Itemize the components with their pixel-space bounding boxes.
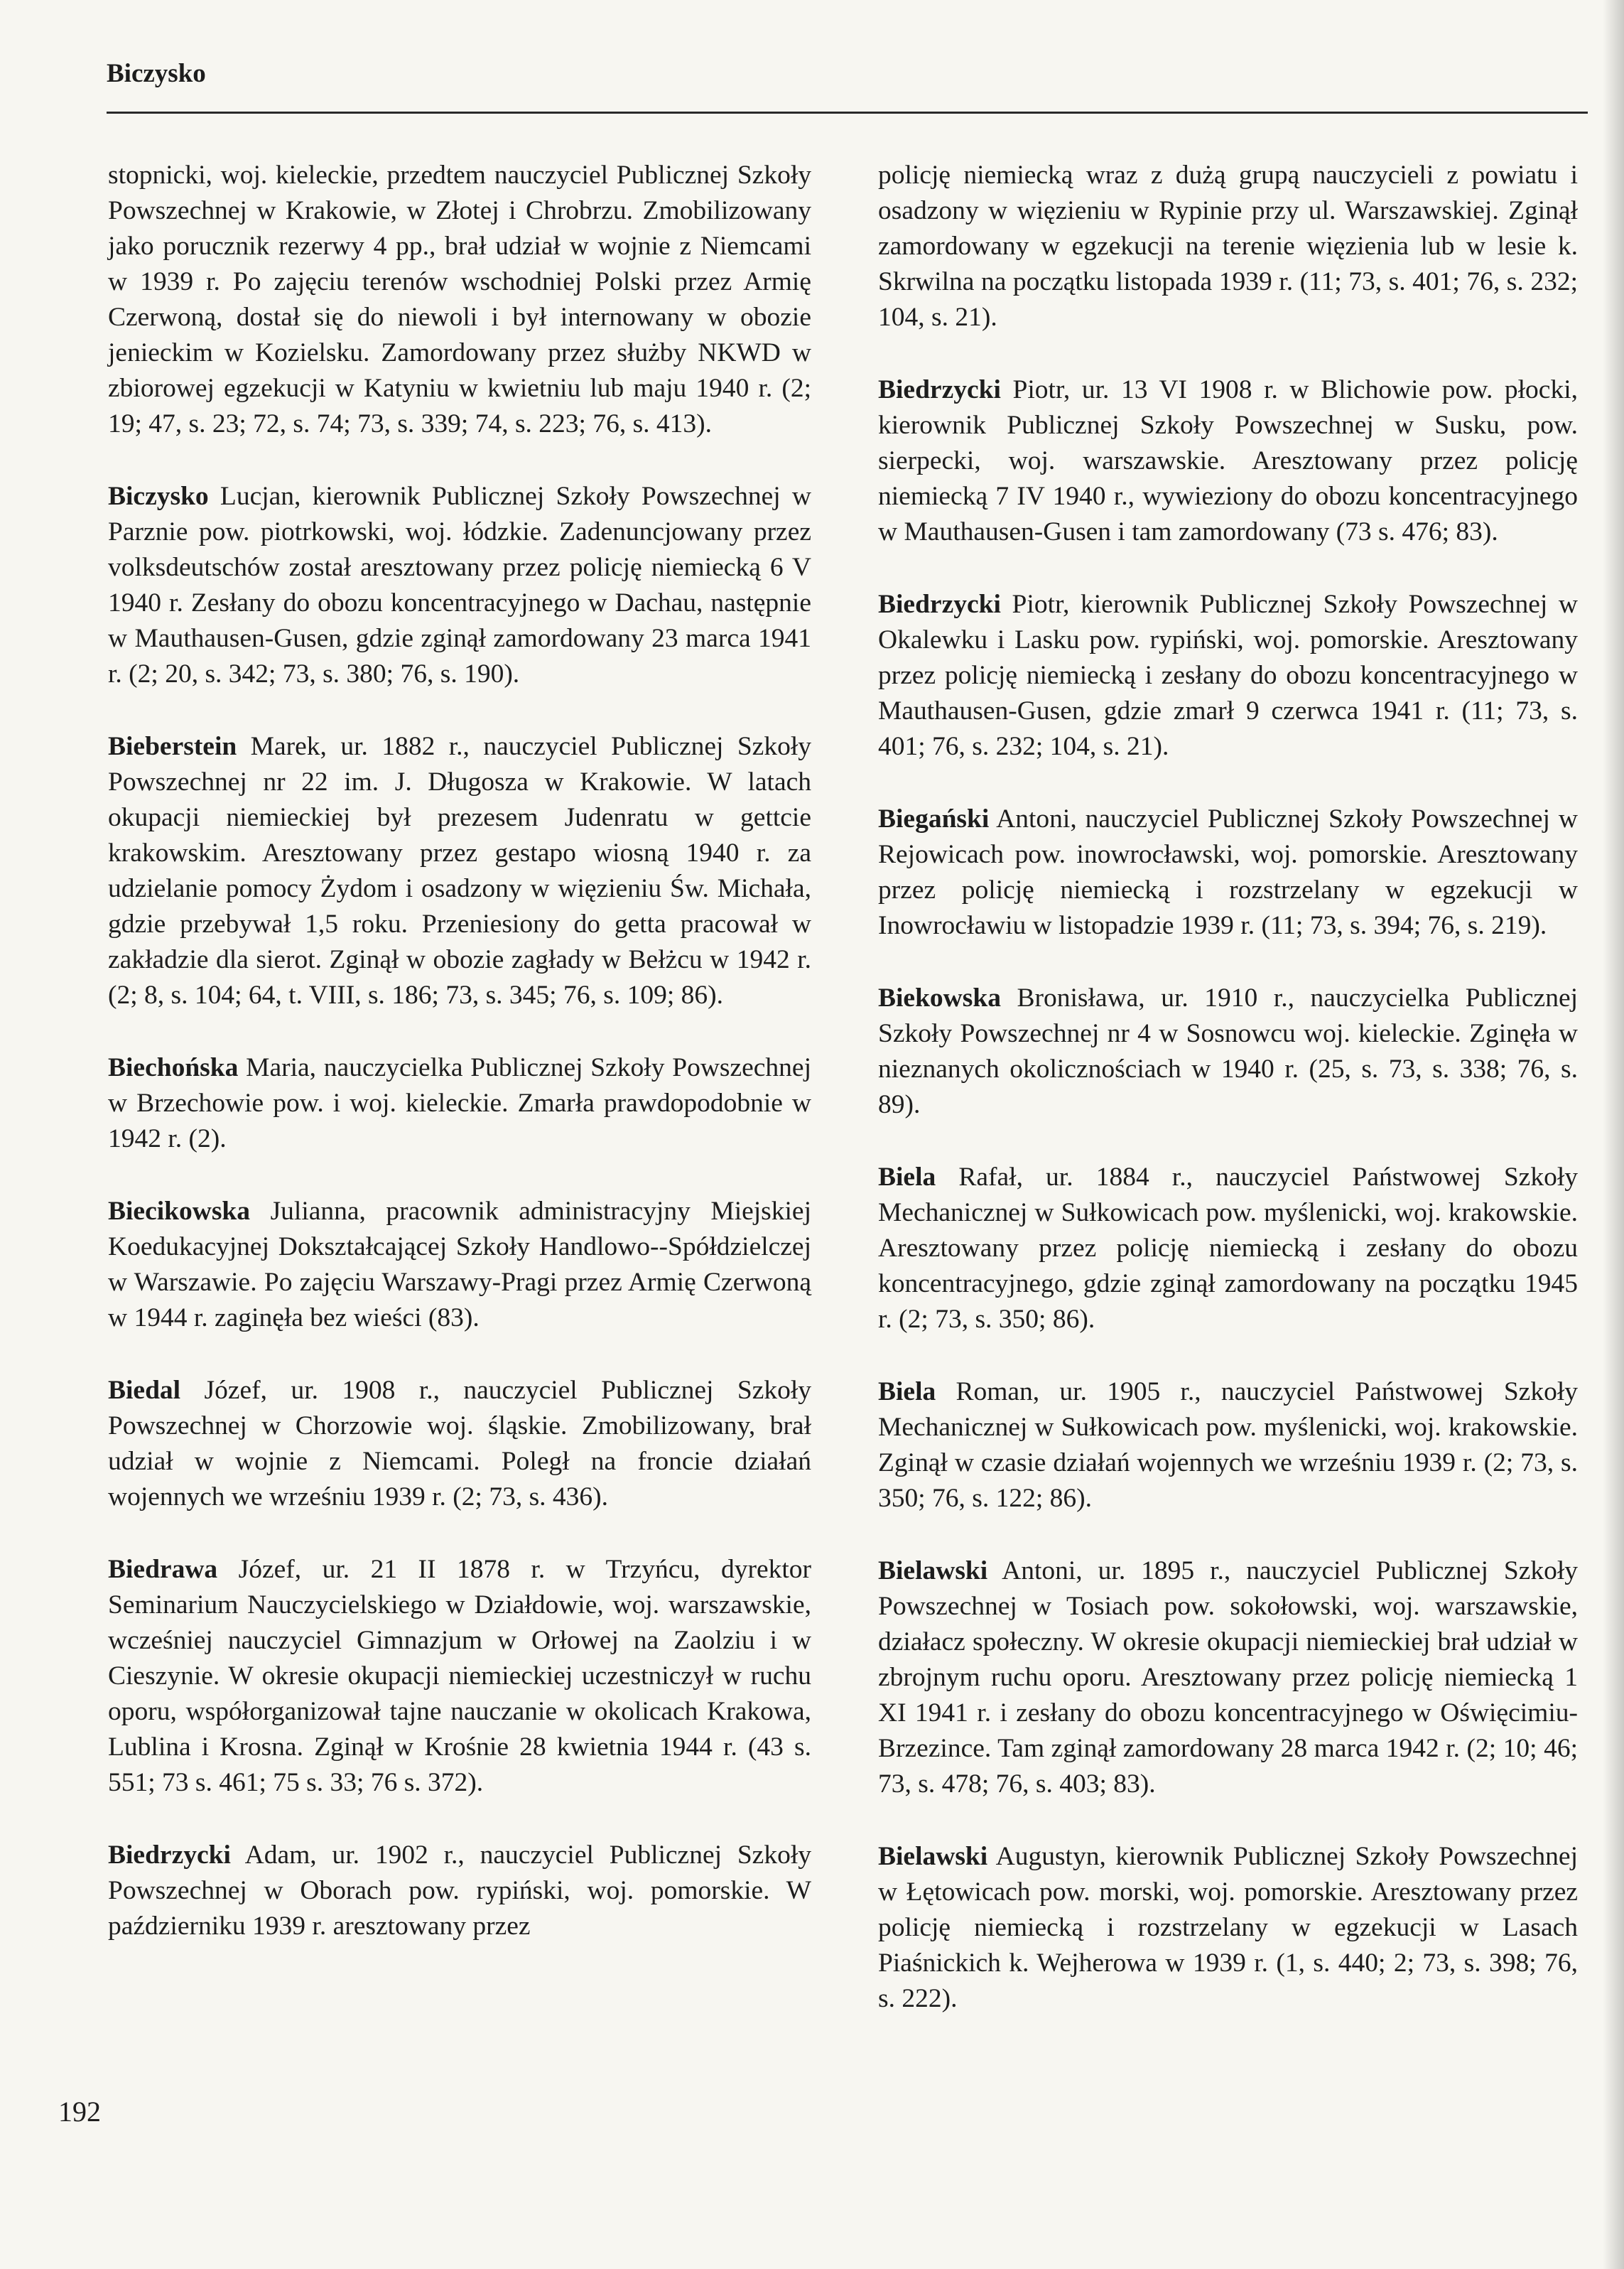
entry-text: Antoni, ur. 1895 r., nauczyciel Publicznej Szkoły Powszechnej w Tosiach pow. sokołowski, woj. warszawskie, działacz społeczny. W okresie okupacji niemieckiej brał udział w zbrojnym ruchu oporu. Aresztowany przez policję niemiecką 1 XI 1941 r. i zesłany do obozu koncentracyjnego w Oświęcimiu-Brzezince. Tam zginął zamordowany 28 marca 1942 r. (2; 10; 46; 73, s. 478; 76, s. 403; 83). [878,1556,1579,1799]
left-column [108,158,811,1981]
entry-text: Marek, ur. 1882 r., nauczyciel Publicznej Szkoły Powszechnej nr 22 im. J. Długosza w Krakowie. W latach okupacji niemieckiej był prezesem Judenratu w gettcie krakowskim. Aresztowany przez gestapo wiosną 1940 r. za udzielanie pomocy Żydom i osadzony w więzieniu Św. Michała, gdzie przebywał 1,5 roku. Przeniesiony do getta pracował w zakładzie dla sierot. Zginął w obozie zagłady w Bełżcu w 1942 r. (2; 8, s. 104; 64, t. VIII, s. 186; 73, s. 345; 76, s. 109; 86). [108,732,811,1010]
entry-name: Biedrzycki [878,375,1001,404]
entry-name: Bielawski [878,1842,988,1871]
running-header: Biczysko [107,59,206,88]
page-edge-shadow [1603,0,1624,2269]
entry-name: Bielawski [878,1556,988,1585]
entry-text: stopnicki, woj. kieleckie, przedtem nauczyciel Publicznej Szkoły Powszechnej w Krakowie, w Złotej i Chrobrzu. Zmobilizowany jako porucznik rezerwy 4 pp., brał udział w wojnie z Niemcami w 1939 r. Po zajęciu terenów wschodniej Polski przez Armię Czerwoną, dostał się do niewoli i był internowany w obozie jenieckim w Kozielsku. Zamordowany przez służby NKWD w zbiorowej egzekucji w Katyniu w kwietniu lub maju 1940 r. (2; 19; 47, s. 23; 72, s. 74; 73, s. 339; 74, s. 223; 76, s. 413). [108,161,811,438]
entry-text: policję niemiecką wraz z dużą grupą nauczycieli z powiatu i osadzony w więzieniu w Rypinie przy ul. Warszawskiej. Zginął zamordowany w egzekucji na terenie więzienia lub w lesie k. Skrwilna na początku listopada 1939 r. (11; 73, s. 401; 76, s. 232; 104, s. 21). [878,161,1578,332]
entry [108,1050,811,1157]
entry [108,1552,811,1801]
entry-text: Lucjan, kierownik Publicznej Szkoły Powszechnej w Parznie pow. piotrkowski, woj. łódzkie. Zadenuncjowany przez volksdeutschów został aresztowany przez policję niemiecką 6 V 1940 r. Zesłany do obozu koncentracyjnego w Dachau, następnie w Mauthausen-Gusen, gdzie zginął zamordowany 23 marca 1941 r. (2; 20, s. 342; 73, s. 380; 76, s. 190). [108,482,811,689]
entry-name: Biechońska [108,1053,239,1082]
entry [878,1160,1578,1337]
entry [878,981,1578,1123]
entry [108,479,811,692]
entry-name: Biczysko [108,482,209,511]
entry [108,729,811,1013]
entry-name: Biela [878,1377,936,1406]
right-column [878,158,1578,2054]
entry [878,587,1578,765]
entry [878,1374,1578,1516]
entry-text: Julianna, pracownik administracyjny Miejskiej Koedukacyjnej Dokształcającej Szkoły Handlowo--Spółdzielczej w Warszawie. Po zajęciu Warszawy-Pragi przez Armię Czerwoną w 1944 r. zaginęła bez wieści (83). [108,1197,811,1332]
entry-text: Maria, nauczycielka Publicznej Szkoły Powszechnej w Brzechowie pow. i woj. kieleckie. Zmarła prawdopodobnie w 1942 r. (2). [108,1053,811,1153]
entry-text: Antoni, nauczyciel Publicznej Szkoły Powszechnej w Rejowicach pow. inowrocławski, woj. pomorskie. Aresztowany przez policję niemiecką i rozstrzelany w egzekucji w Inowrocławiu w listopadzie 1939 r. (11; 73, s. 394; 76, s. 219). [878,804,1578,940]
entry [108,1194,811,1336]
entry-name: Biedal [108,1376,181,1405]
entry-text: Piotr, ur. 13 VI 1908 r. w Blichowie pow. płocki, kierownik Publicznej Szkoły Powszechnej w Susku, pow. sierpecki, woj. warszawskie. Aresztowany przez policję niemiecką 7 IV 1940 r., wywieziony do obozu koncentracyjnego w Mauthausen-Gusen i tam zamordowany (73 s. 476; 83). [878,375,1578,546]
entry-text: Józef, ur. 21 II 1878 r. w Trzyńcu, dyrektor Seminarium Nauczycielskiego w Działdowie, woj. warszawskie, wcześniej nauczyciel Gimnazjum w Orłowej na Zaolziu i w Cieszynie. W okresie okupacji niemieckiej uczestniczył w ruchu oporu, współorganizował tajne nauczanie w okolicach Krakowa, Lublina i Krosna. Zginął w Krośnie 28 kwietnia 1944 r. (43 s. 551; 73 s. 461; 75 s. 33; 76 s. 372). [108,1555,811,1797]
entry [878,1839,1578,2017]
entry [108,1838,811,1944]
entry-name: Bieberstein [108,732,237,761]
entry-name: Biedrzycki [108,1840,231,1870]
entry-name: Biedrzycki [878,590,1001,619]
entry-text: Józef, ur. 1908 r., nauczyciel Publicznej Szkoły Powszechnej w Chorzowie woj. śląskie. Zmobilizowany, brał udział w wojnie z Niemcami. Poległ na froncie działań wojennych we wrześniu 1939 r. (2; 73, s. 436). [108,1376,812,1511]
entry-name: Biekowska [878,983,1001,1013]
entry [878,372,1578,550]
entry [878,158,1578,335]
entry [108,158,811,442]
entry-text: Adam, ur. 1902 r., nauczyciel Publicznej Szkoły Powszechnej w Oborach pow. rypiński, woj. pomorskie. W październiku 1939 r. aresztowany przez [108,1840,811,1941]
entry-text: Rafał, ur. 1884 r., nauczyciel Państwowej Szkoły Mechanicznej w Sułkowicach pow. myślenicki, woj. krakowskie. Aresztowany przez policję niemiecką i zesłany do obozu koncentracyjnego, gdzie zginął zamordowany na początku 1945 r. (2; 73, s. 350; 86). [878,1163,1578,1334]
entry-name: Biegański [878,804,990,834]
entry-text: Augustyn, kierownik Publicznej Szkoły Powszechnej w Łętowicach pow. morski, woj. pomorskie. Aresztowany przez policję niemiecką i rozstrzelany w egzekucji w Lasach Piaśnickich k. Wejherowa w 1939 r. (1, s. 440; 2; 73, s. 398; 76, s. 222). [878,1842,1578,2013]
entry [878,1553,1578,1802]
header-rule [107,112,1588,114]
entry-text: Roman, ur. 1905 r., nauczyciel Państwowej Szkoły Mechanicznej w Sułkowicach pow. myślenicki, woj. krakowskie. Zginął w czasie działań wojennych we wrześniu 1939 r. (2; 73, s. 350; 76, s. 122; 86). [878,1377,1578,1513]
page-number: 192 [58,2096,101,2128]
entry-name: Biedrawa [108,1555,218,1584]
entry-text: Bronisława, ur. 1910 r., nauczycielka Publicznej Szkoły Powszechnej nr 4 w Sosnowcu woj. kieleckie. Zginęła w nieznanych okolicznościach w 1940 r. (25, s. 73, s. 338; 76, s. 89). [878,983,1579,1119]
entry-name: Biela [878,1163,936,1192]
entry [108,1373,811,1515]
entry-text: Piotr, kierownik Publicznej Szkoły Powszechnej w Okalewku i Lasku pow. rypiński, woj. pomorskie. Aresztowany przez policję niemiecką i zesłany do obozu koncentracyjnego w Mauthausen-Gusen, gdzie zmarł 9 czerwca 1941 r. (11; 73, s. 401; 76, s. 232; 104, s. 21). [878,590,1578,761]
entry [878,802,1578,944]
entry-name: Biecikowska [108,1197,251,1226]
